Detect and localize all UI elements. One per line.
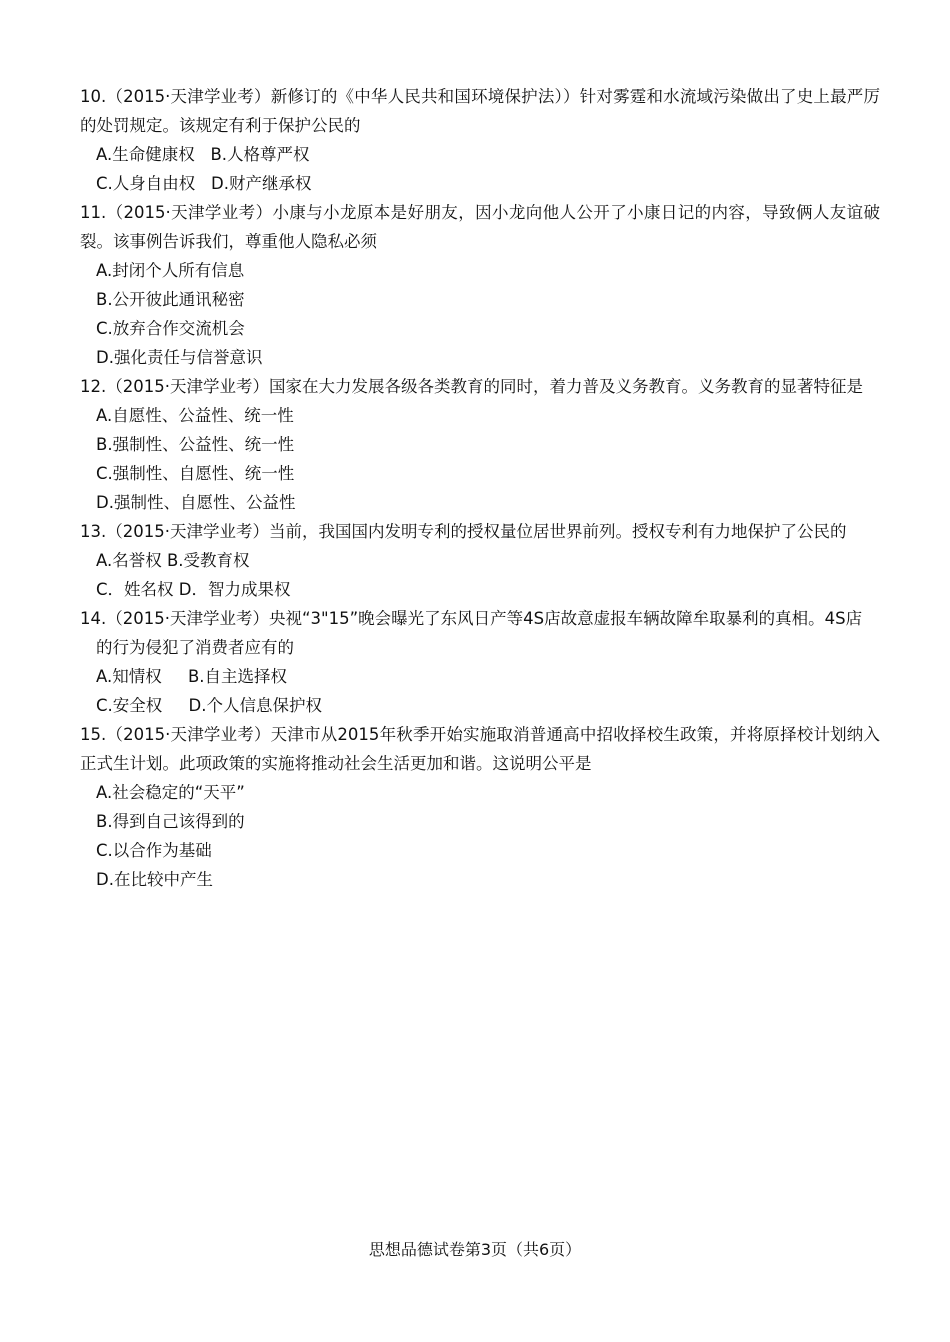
question-stem: 13.（2015·天津学业考）当前，我国国内发明专利的授权量位居世界前列。授权专利有力地保护了公民的 [80, 522, 847, 541]
option-line: A.生命健康权 B.人格尊严权 [96, 145, 310, 164]
option-line: D.强制性、自愿性、公益性 [96, 493, 296, 512]
option-line: D.强化责任与信誉意识 [96, 348, 263, 367]
option-line: C.强制性、自愿性、统一性 [96, 464, 295, 483]
page-footer: 思想品德试卷第3页（共6页） [368, 1240, 582, 1259]
option-line: A.名誉权 B.受教育权 [96, 551, 250, 570]
question-stem-continued: 的行为侵犯了消费者应有的 [96, 638, 294, 657]
question-12 [80, 372, 880, 517]
option-line: C．姓名权 D．智力成果权 [96, 580, 291, 599]
option-line: A.知情权 B.自主选择权 [96, 667, 288, 686]
option-line: C.安全权 D.个人信息保护权 [96, 696, 322, 715]
option-line: B.公开彼此通讯秘密 [96, 290, 245, 309]
question-11 [80, 198, 880, 372]
exam-page [80, 82, 880, 894]
question-stem: 14.（2015·天津学业考）央视“3"15”晚会曝光了东风日产等4S店故意虚报车辆故障牟取暴利的真相。4S店 [80, 609, 863, 628]
question-stem: 10.（2015·天津学业考）新修订的《中华人民共和国环境保护法））针对雾霆和水流域污染做出了史上最严厉的处罚规定。该规定有利于保护公民的 [80, 87, 880, 135]
question-14 [80, 604, 880, 720]
question-stem: 11.（2015·天津学业考）小康与小龙原本是好朋友，因小龙向他人公开了小康日记的内容，导致俩人友谊破裂。该事例告诉我们，尊重他人隐私必须 [80, 203, 880, 251]
option-line: B.得到自己该得到的 [96, 812, 245, 831]
option-line: A.自愿性、公益性、统一性 [96, 406, 294, 425]
question-stem: 12.（2015·天津学业考）国家在大力发展各级各类教育的同时，着力普及义务教育。义务教育的显著特征是 [80, 377, 863, 396]
option-line: C.以合作为基础 [96, 841, 212, 860]
option-line: C.放弃合作交流机会 [96, 319, 245, 338]
option-line: D.在比较中产生 [96, 870, 213, 889]
question-stem: 15.（2015·天津学业考）天津市从2015年秋季开始实施取消普通高中招收择校生政策，并将原择校计划纳入正式生计划。此项政策的实施将推动社会生活更加和谐。这说明公平是 [80, 725, 880, 773]
question-15 [80, 720, 880, 894]
option-line: B.强制性、公益性、统一性 [96, 435, 295, 454]
option-line: C.人身自由权 D.财产继承权 [96, 174, 312, 193]
option-line: A.社会稳定的“天平” [96, 783, 245, 802]
option-line: A.封闭个人所有信息 [96, 261, 245, 280]
question-10 [80, 82, 880, 198]
question-13 [80, 517, 880, 604]
